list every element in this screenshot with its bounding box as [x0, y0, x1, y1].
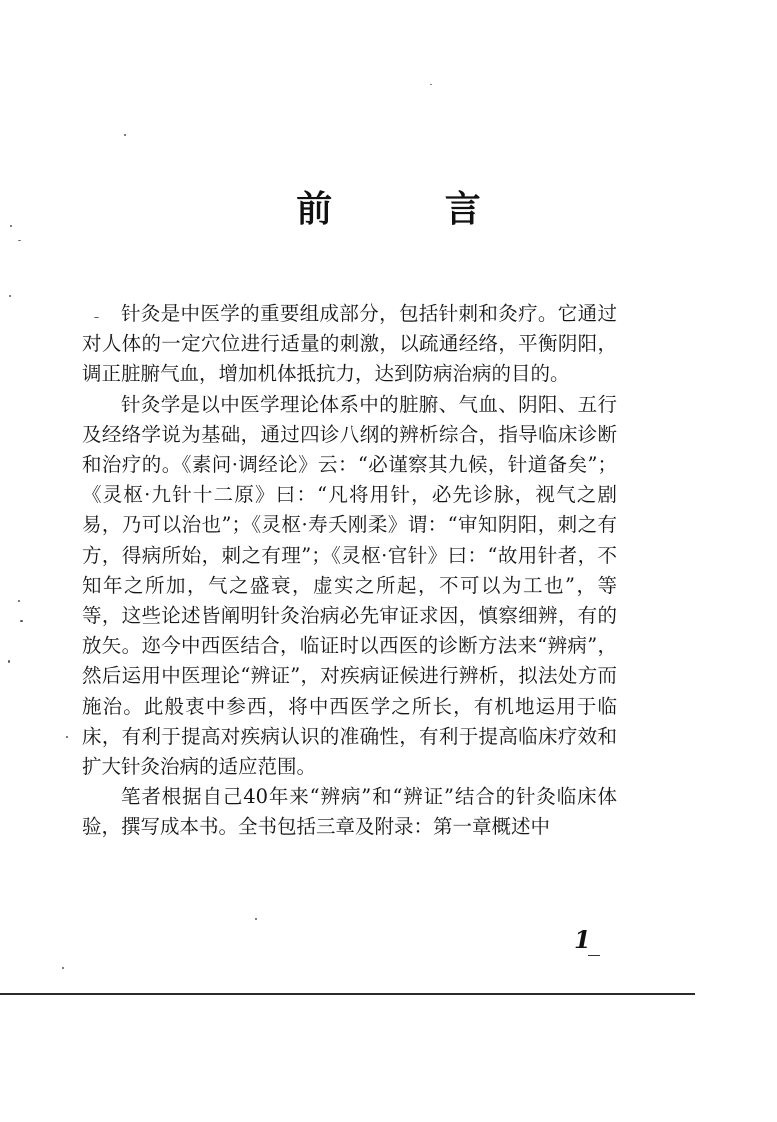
scan-speck [94, 317, 99, 318]
page-title: 前 言 [296, 189, 531, 230]
scan-speck [8, 660, 10, 663]
scan-speck [66, 736, 68, 738]
page-number: 1 [574, 925, 591, 954]
scan-speck [18, 240, 21, 241]
scan-speck [124, 134, 126, 136]
page-number-underline [588, 955, 600, 956]
scan-speck [10, 225, 12, 227]
paragraph: 笔者根据自己40年来“辨病”和“辨证”结合的针灸临床体验，撰写成本书。全书包括三章及附录：第一章概述中 [82, 785, 617, 839]
bottom-rule [0, 993, 695, 995]
paragraph: 针灸是中医学的重要组成部分，包括针刺和灸疗。它通过对人体的一定穴位进行适量的刺激，以疏通经络，平衡阴阳，调正脏腑气血，增加机体抵抗力，达到防病治病的目的。 [82, 302, 617, 386]
paragraph: 针灸学是以中医学理论体系中的脏腑、气血、阴阳、五行及经络学说为基础，通过四诊八纲的辨析综合，指导临床诊断和治疗的。《素问·调经论》云：“必谨察其九候，针道备矣”；《灵枢·九针十二原》曰：“凡将用针，必先诊脉，视气之剧易，乃可以治也”；《灵枢·寿夭刚柔》谓：“审知阴阳，刺之有方，得病所始，刺之有理”；《灵枢·官针》曰：“故用针者，不知年之所加，气之盛衰，虚实之所起，不可以为工也”，等等，这些论述皆阐明针灸治病必先审证求因，慎察细辨，有的放矢。迩今中西医结合，临证时以西医的诊断方法来“辨病”，然后运用中医理论“辨证”，对疾病证候进行辨析，拟法处方而施治。此般衷中参西，将中西医学之所长，有机地运用于临床，有利于提高对疾病认识的准确性，有利于提高临床疗效和扩大针灸治病的适应范围。 [82, 392, 617, 779]
scan-speck [430, 84, 432, 85]
scan-speck [20, 620, 23, 622]
scan-speck [255, 918, 257, 920]
scan-speck [18, 600, 20, 602]
scan-speck [9, 295, 11, 297]
scan-speck [62, 967, 64, 969]
body-text [82, 299, 617, 843]
